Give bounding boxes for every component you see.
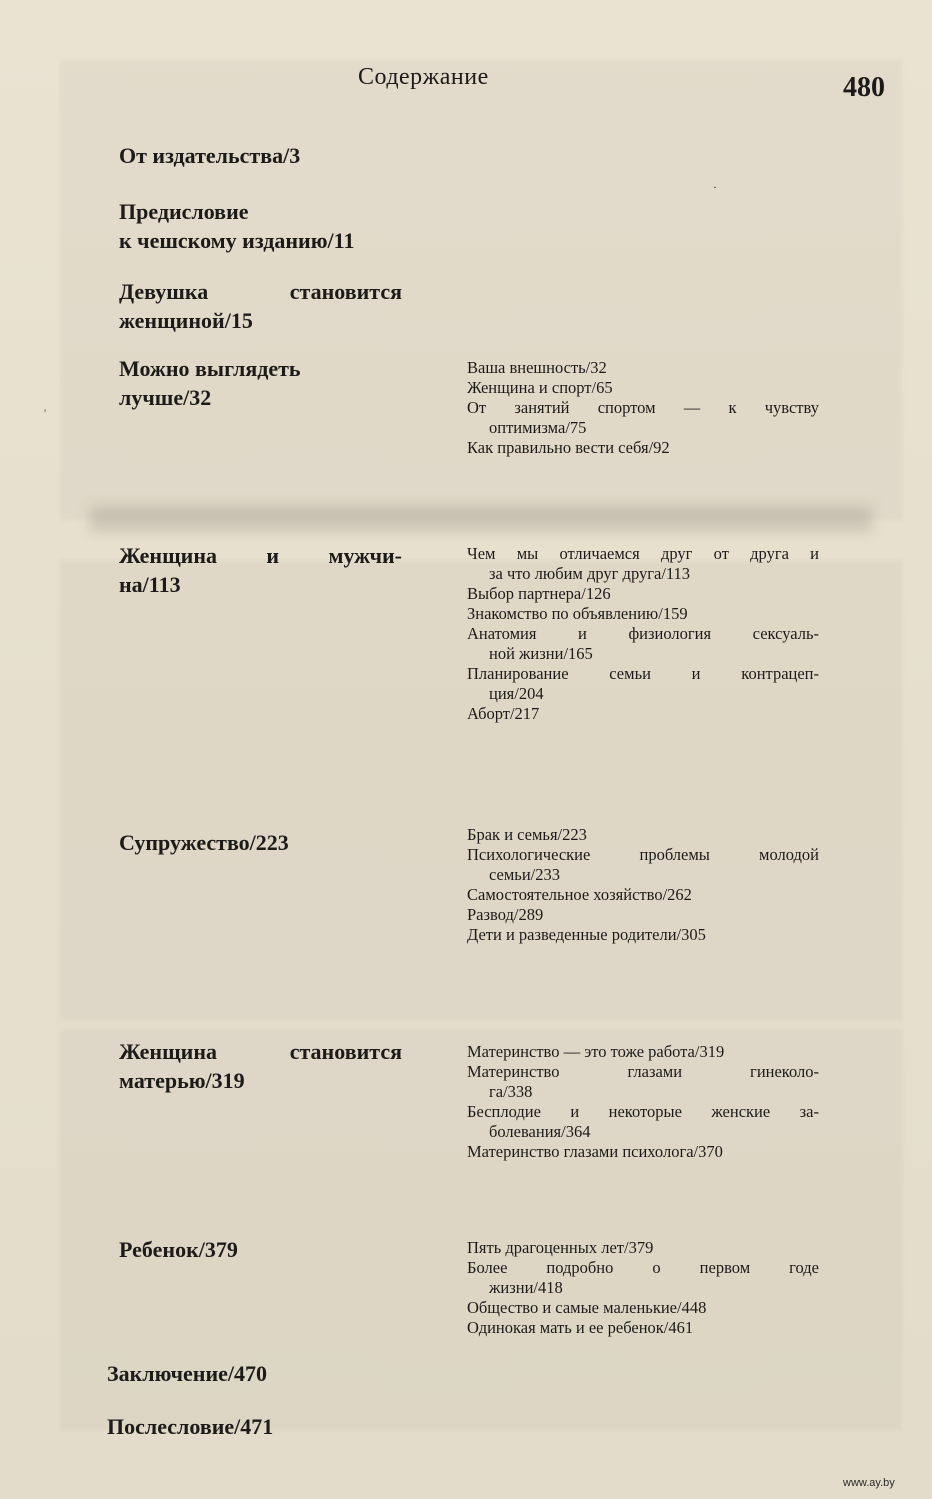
subsection-item-line: Материнство глазами психолога/370 xyxy=(467,1142,723,1161)
section-title xyxy=(119,277,402,335)
section-title-line: на/113 xyxy=(119,572,181,597)
subsection-item-line: Выбор партнера/126 xyxy=(467,584,611,603)
section-title xyxy=(107,1359,390,1388)
subsection-item-line: ной жизни/165 xyxy=(489,644,593,663)
section-title xyxy=(119,141,402,170)
subsection-item-line: оптимизма/75 xyxy=(489,418,587,437)
subsection-item-line: Общество и самые маленькие/448 xyxy=(467,1298,707,1317)
section-title-line: матерью/319 xyxy=(119,1068,245,1093)
subsection-item-line: Психологические проблемы молодой xyxy=(467,845,819,864)
subsection-item-line: Бесплодие и некоторые женские за- xyxy=(467,1102,819,1121)
subsection-item-line: болевания/364 xyxy=(489,1122,591,1141)
subsection-item xyxy=(467,1298,819,1318)
subsection-item-line: Знакомство по объявлению/159 xyxy=(467,604,688,623)
section-title-line: Ребенок/379 xyxy=(119,1237,238,1262)
subsection-item-line: Развод/289 xyxy=(467,905,544,924)
subsection-item-line: Анатомия и физиология сексуаль- xyxy=(467,624,819,643)
subsection-item xyxy=(467,704,819,724)
page-title: Содержание xyxy=(358,64,489,90)
section-title xyxy=(119,197,402,255)
subsection-item-line: Более подробно о первом годе xyxy=(467,1258,819,1277)
subsection-item-line: Аборт/217 xyxy=(467,704,540,723)
section-title-line: От издательства/3 xyxy=(119,143,301,168)
section-title-line: Можно выглядеть xyxy=(119,356,301,381)
subsection-item-line: за что любим друг друга/113 xyxy=(489,564,691,583)
section-title xyxy=(119,1235,402,1264)
subsection-item xyxy=(467,825,819,845)
subsection-item-line: Пять драгоценных лет/379 xyxy=(467,1238,654,1257)
subsection-item-line: Материнство — это тоже работа/319 xyxy=(467,1042,725,1061)
subsection-item-line: Как правильно вести себя/92 xyxy=(467,438,670,457)
subsection-item-line: га/338 xyxy=(489,1082,533,1101)
section-title-line: Женщина становится xyxy=(119,1039,402,1064)
subsection-item-line: жизни/418 xyxy=(489,1278,563,1297)
subsection-item xyxy=(467,584,819,604)
section-title xyxy=(119,354,402,412)
page-number: 480 xyxy=(843,72,885,103)
subsection-item xyxy=(467,1238,819,1258)
subsection-item xyxy=(467,1102,819,1142)
subsection-item xyxy=(467,624,819,664)
subsection-item xyxy=(467,1258,819,1298)
section-title xyxy=(107,1412,390,1441)
speck: ' xyxy=(44,406,47,420)
subsection-item-line: Одинокая мать и ее ребенок/461 xyxy=(467,1318,694,1337)
subsection-item-line: Материнство глазами гинеколо- xyxy=(467,1062,819,1081)
subsection-item xyxy=(467,378,819,398)
subsection-item-line: Дети и разведенные родители/305 xyxy=(467,925,706,944)
subsection-list xyxy=(467,1238,819,1338)
subsection-item xyxy=(467,885,819,905)
subsection-list xyxy=(467,358,819,458)
subsection-list xyxy=(467,544,819,724)
subsection-item xyxy=(467,1062,819,1102)
subsection-item-line: Женщина и спорт/65 xyxy=(467,378,613,397)
section-title xyxy=(119,541,402,599)
section-title-line: Предисловие xyxy=(119,199,249,224)
section-title-line: Женщина и мужчи- xyxy=(119,543,402,568)
section-title xyxy=(119,1037,402,1095)
section-title-line: женщиной/15 xyxy=(119,308,253,333)
section-title xyxy=(119,828,402,857)
subsection-item xyxy=(467,398,819,438)
section-title-line: Послесловие/471 xyxy=(107,1414,274,1439)
subsection-item xyxy=(467,544,819,584)
subsection-item-line: Планирование семьи и контрацеп- xyxy=(467,664,819,683)
subsection-item xyxy=(467,604,819,624)
subsection-item xyxy=(467,664,819,704)
speck: · xyxy=(713,180,717,194)
subsection-item xyxy=(467,845,819,885)
subsection-item-line: Ваша внешность/32 xyxy=(467,358,607,377)
subsection-item-line: От занятий спортом — к чувству xyxy=(467,398,819,417)
subsection-item xyxy=(467,1042,819,1062)
subsection-item xyxy=(467,358,819,378)
section-title-line: Супружество/223 xyxy=(119,830,289,855)
subsection-item-line: семьи/233 xyxy=(489,865,560,884)
subsection-item-line: Брак и семья/223 xyxy=(467,825,587,844)
subsection-item-line: Самостоятельное хозяйство/262 xyxy=(467,885,692,904)
subsection-item xyxy=(467,925,819,945)
bleed-through-band xyxy=(90,506,872,532)
subsection-list xyxy=(467,1042,819,1162)
section-title-line: Заключение/470 xyxy=(107,1361,268,1386)
section-title-line: к чешскому изданию/11 xyxy=(119,228,355,253)
section-title-line: Девушка становится xyxy=(119,279,402,304)
section-title-line: лучше/32 xyxy=(119,385,212,410)
watermark: www.ay.by xyxy=(843,1477,895,1489)
subsection-item xyxy=(467,905,819,925)
subsection-item-line: Чем мы отличаемся друг от друга и xyxy=(467,544,819,563)
subsection-item xyxy=(467,1142,819,1162)
subsection-item xyxy=(467,1318,819,1338)
subsection-item xyxy=(467,438,819,458)
subsection-list xyxy=(467,825,819,945)
subsection-item-line: ция/204 xyxy=(489,684,544,703)
